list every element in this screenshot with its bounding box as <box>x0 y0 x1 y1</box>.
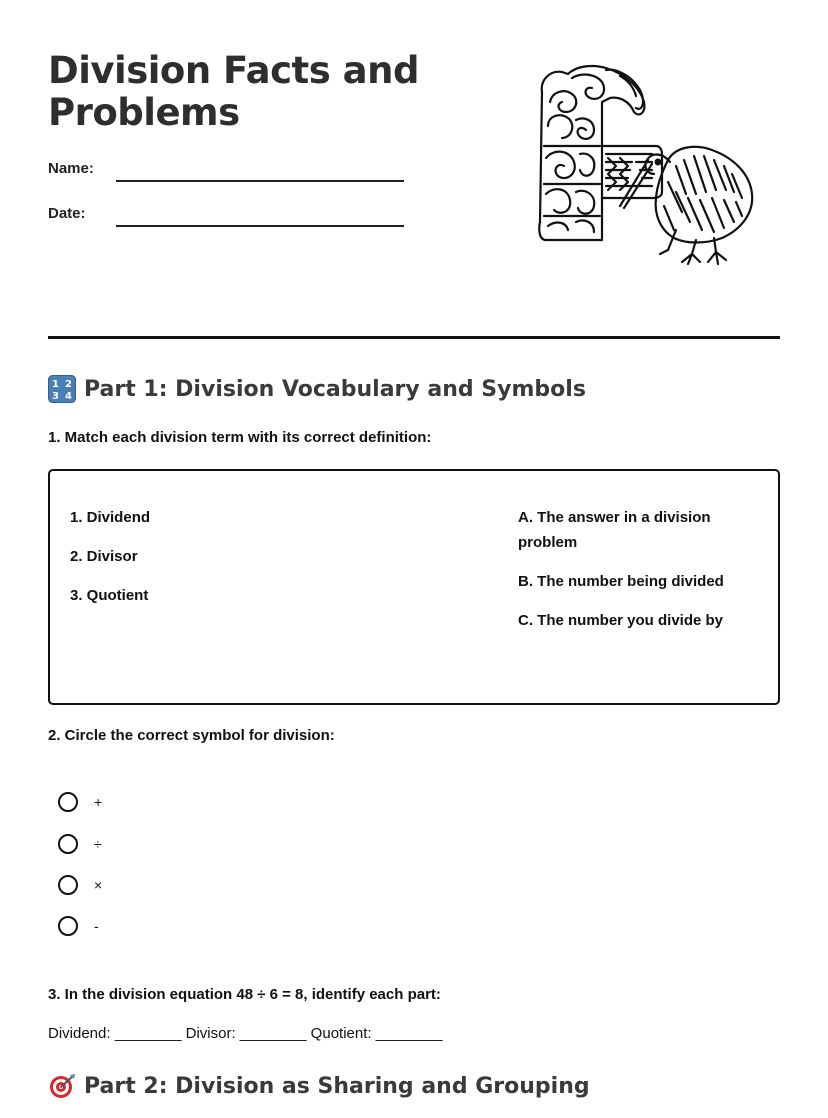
svg-text:3: 3 <box>52 391 59 402</box>
question-1-prompt: 1. Match each division term with its correct definition: <box>48 429 432 446</box>
name-field[interactable] <box>48 160 408 190</box>
option-plus[interactable] <box>58 790 102 814</box>
option-label: ÷ <box>94 836 102 852</box>
term-divisor[interactable]: 2. Divisor <box>70 548 138 565</box>
part2-heading-text: Part 2: Division as Sharing and Grouping <box>84 1073 590 1099</box>
svg-text:4: 4 <box>65 391 72 402</box>
radio-circle[interactable] <box>58 792 78 812</box>
question-3-answer-line[interactable]: Dividend: ________ Divisor: ________ Quotient: ________ <box>48 1025 443 1042</box>
section-divider <box>48 336 780 339</box>
decorative-letter-kiwi-bird-icon <box>536 62 758 268</box>
option-divide[interactable] <box>58 832 102 856</box>
radio-circle[interactable] <box>58 875 78 895</box>
definition-b[interactable]: B. The number being divided <box>518 573 724 590</box>
option-minus[interactable] <box>58 914 99 938</box>
target-dart-icon <box>48 1072 76 1100</box>
part1-heading-text: Part 1: Division Vocabulary and Symbols <box>84 376 586 402</box>
definition-a[interactable]: A. The answer in a division problem <box>518 509 711 551</box>
svg-text:1: 1 <box>52 379 59 390</box>
matching-box <box>48 469 780 705</box>
date-underline[interactable] <box>116 225 404 227</box>
term-quotient[interactable]: 3. Quotient <box>70 587 149 604</box>
date-field[interactable] <box>48 205 408 235</box>
radio-circle[interactable] <box>58 834 78 854</box>
name-label: Name: <box>48 160 94 177</box>
definition-c[interactable]: C. The number you divide by <box>518 612 724 629</box>
page-title: Division Facts and Problems <box>48 49 419 134</box>
name-underline[interactable] <box>116 180 404 182</box>
term-dividend[interactable]: 1. Dividend <box>70 509 151 526</box>
numbers-1234-icon <box>48 375 76 403</box>
svg-text:2: 2 <box>65 379 72 390</box>
part1-heading <box>48 374 586 404</box>
date-label: Date: <box>48 205 86 222</box>
question-2-prompt: 2. Circle the correct symbol for division: <box>48 727 335 744</box>
option-label: - <box>94 918 99 934</box>
option-label: × <box>94 877 103 893</box>
option-label: + <box>94 794 103 810</box>
radio-circle[interactable] <box>58 916 78 936</box>
question-3-prompt: 3. In the division equation 48 ÷ 6 = 8, identify each part: <box>48 986 441 1003</box>
option-multiply[interactable] <box>58 873 102 897</box>
part2-heading <box>48 1071 590 1101</box>
